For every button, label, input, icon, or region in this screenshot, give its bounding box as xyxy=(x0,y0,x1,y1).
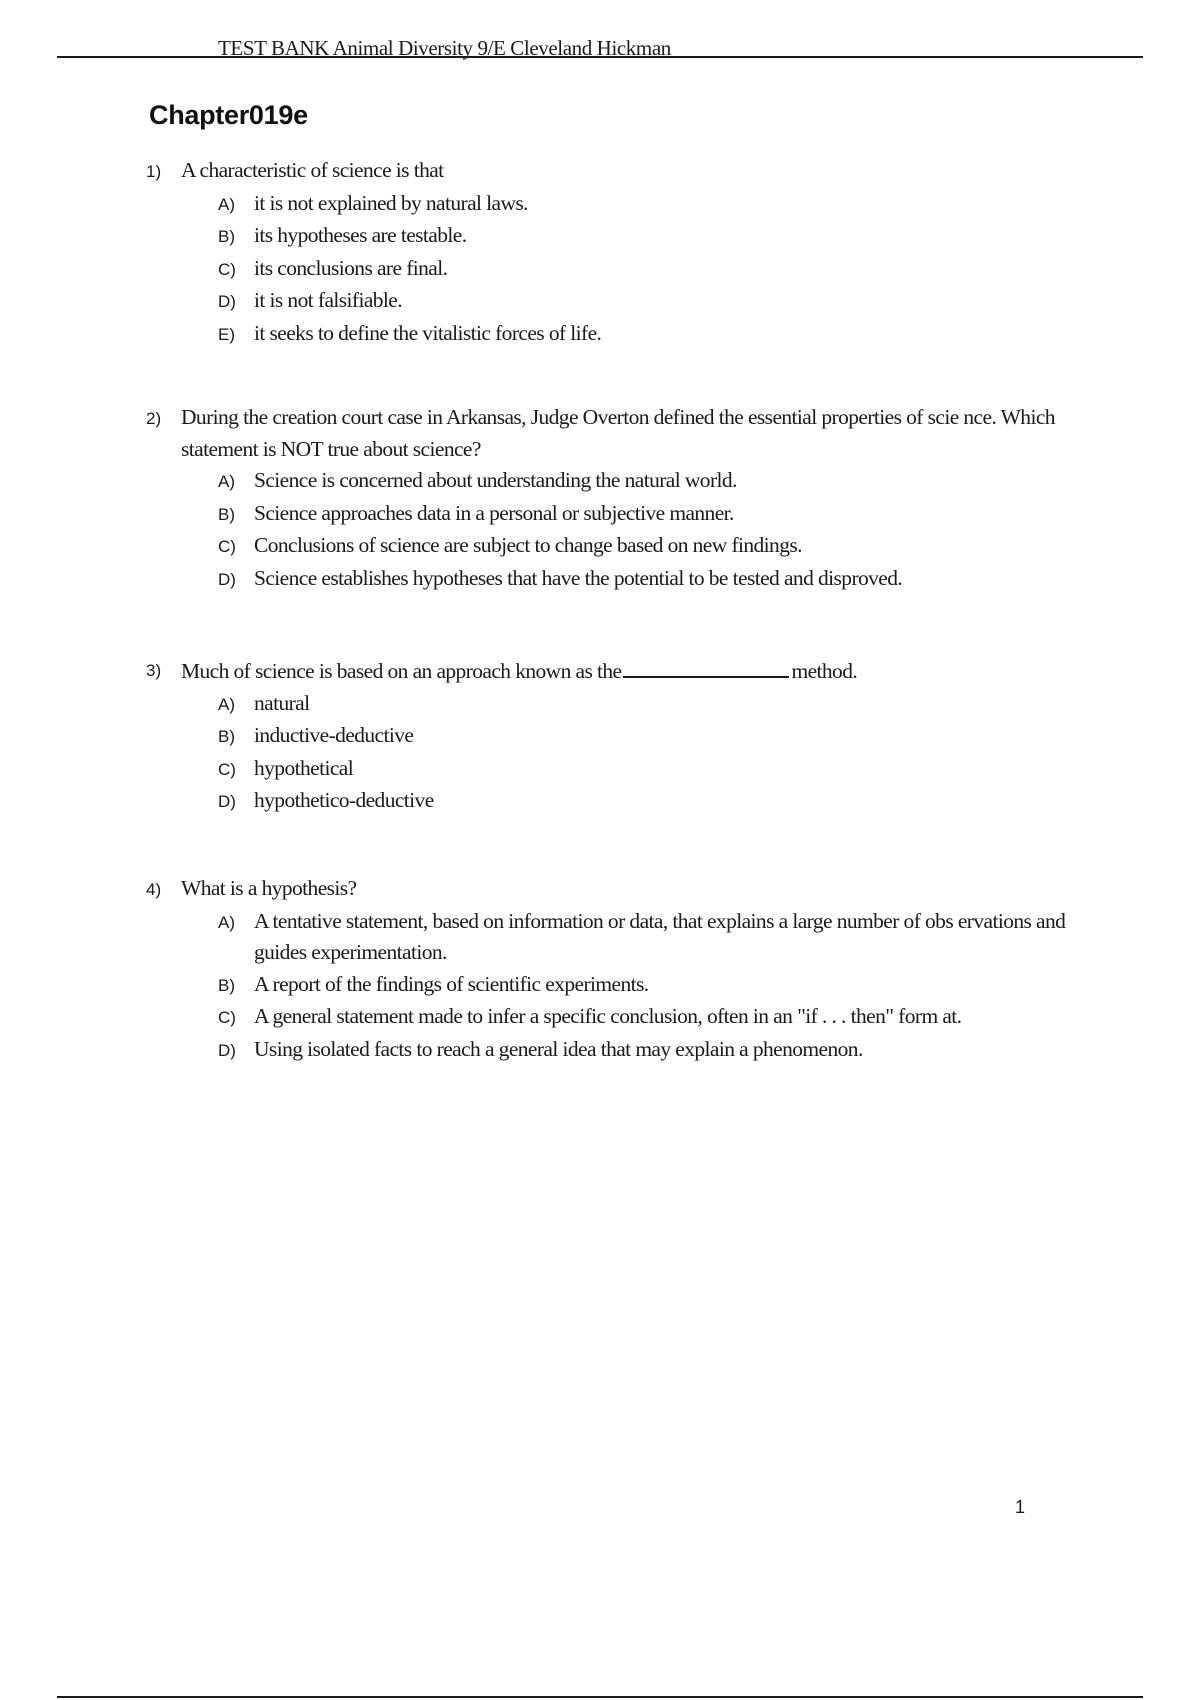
running-header: TEST BANK Animal Diversity 9/E Cleveland Hickman xyxy=(218,36,671,60)
option-text: it seeks to define the vitalistic forces of life. xyxy=(254,320,602,345)
question-stem xyxy=(146,155,1086,188)
option-label: D) xyxy=(218,292,236,311)
option-c xyxy=(218,530,1086,563)
option-label: A) xyxy=(218,472,235,491)
question-stem xyxy=(146,873,1086,906)
question-number: 2) xyxy=(146,409,162,428)
option-b xyxy=(218,720,1086,753)
option-label: A) xyxy=(218,694,235,714)
option-label: C) xyxy=(218,759,236,779)
chapter-title: Chapter019e xyxy=(149,100,308,130)
option-c xyxy=(218,1001,1086,1034)
question-stem xyxy=(146,654,1086,688)
option-text: hypothetical xyxy=(254,755,354,780)
option-c xyxy=(218,753,1086,786)
option-label: D) xyxy=(218,1040,236,1060)
option-text: hypothetico-deductive xyxy=(254,788,434,812)
option-b xyxy=(218,969,1086,1002)
option-a xyxy=(218,688,1086,721)
fill-in-blank xyxy=(623,654,789,678)
option-label: A) xyxy=(218,912,235,932)
option-list xyxy=(218,906,1086,1067)
option-list xyxy=(218,465,1086,595)
option-label: B) xyxy=(218,727,235,746)
option-text: Conclusions of science are subject to change based on new findings. xyxy=(254,533,802,557)
option-d xyxy=(218,785,1086,818)
option-d xyxy=(218,1034,1086,1067)
header-rule xyxy=(57,56,1143,58)
option-label: D) xyxy=(218,569,236,589)
option-list xyxy=(218,188,1086,351)
option-text: inductive-deductive xyxy=(254,723,414,747)
option-d xyxy=(218,563,1086,596)
option-e xyxy=(218,318,1086,351)
option-text: its hypotheses are testable. xyxy=(254,223,467,247)
option-label: C) xyxy=(218,1008,236,1027)
question-text xyxy=(181,654,1086,688)
option-label: A) xyxy=(218,194,235,214)
footer-rule xyxy=(57,1696,1143,1698)
option-label: E) xyxy=(218,324,235,344)
option-b xyxy=(218,220,1086,253)
page-number: 1 xyxy=(1015,1497,1026,1517)
stem-before-blank: Much of science is based on an approach known as the xyxy=(181,659,622,683)
option-label: C) xyxy=(218,537,236,556)
option-text: Using isolated facts to reach a general idea that may explain a phenomenon. xyxy=(254,1036,863,1061)
question-number: 1) xyxy=(146,162,162,181)
stem-after-blank: method. xyxy=(791,659,858,683)
option-text: A general statement made to infer a specific conclusion, often in an "if . . . then" form at. xyxy=(254,1004,962,1028)
option-text: it is not explained by natural laws. xyxy=(254,190,528,215)
question-1 xyxy=(146,155,1086,350)
option-text: it is not falsifiable. xyxy=(254,288,403,312)
question-2 xyxy=(146,402,1086,595)
option-text: natural xyxy=(254,690,310,715)
option-d xyxy=(218,285,1086,318)
option-a xyxy=(218,906,1086,969)
question-text: During the creation court case in Arkansas, Judge Overton defined the essential properties of scie nce. Which statement is NOT true about science? xyxy=(181,405,1055,461)
option-b xyxy=(218,498,1086,531)
option-label: B) xyxy=(218,975,235,995)
option-text: Science approaches data in a personal or subjective manner. xyxy=(254,500,734,525)
question-4 xyxy=(146,873,1086,1066)
option-label: D) xyxy=(218,792,236,811)
option-text: Science is concerned about understanding the natural world. xyxy=(254,468,737,492)
question-stem xyxy=(146,402,1086,465)
question-text: A characteristic of science is that xyxy=(181,158,444,182)
option-a xyxy=(218,188,1086,221)
question-list xyxy=(146,155,1086,1061)
question-text: What is a hypothesis? xyxy=(181,876,357,900)
option-list xyxy=(218,688,1086,818)
option-a xyxy=(218,465,1086,498)
question-number: 4) xyxy=(146,880,162,899)
question-3 xyxy=(146,654,1086,818)
question-number: 3) xyxy=(146,661,162,680)
option-c xyxy=(218,253,1086,286)
option-label: B) xyxy=(218,227,235,246)
option-text: Science establishes hypotheses that have the potential to be tested and disproved. xyxy=(254,565,903,590)
option-text: A report of the findings of scientific experiments. xyxy=(254,971,649,996)
option-label: C) xyxy=(218,259,236,279)
option-text: its conclusions are final. xyxy=(254,255,448,280)
option-text: A tentative statement, based on information or data, that explains a large number of obs ervations and guides experimentation. xyxy=(254,908,1066,964)
option-label: B) xyxy=(218,504,235,524)
